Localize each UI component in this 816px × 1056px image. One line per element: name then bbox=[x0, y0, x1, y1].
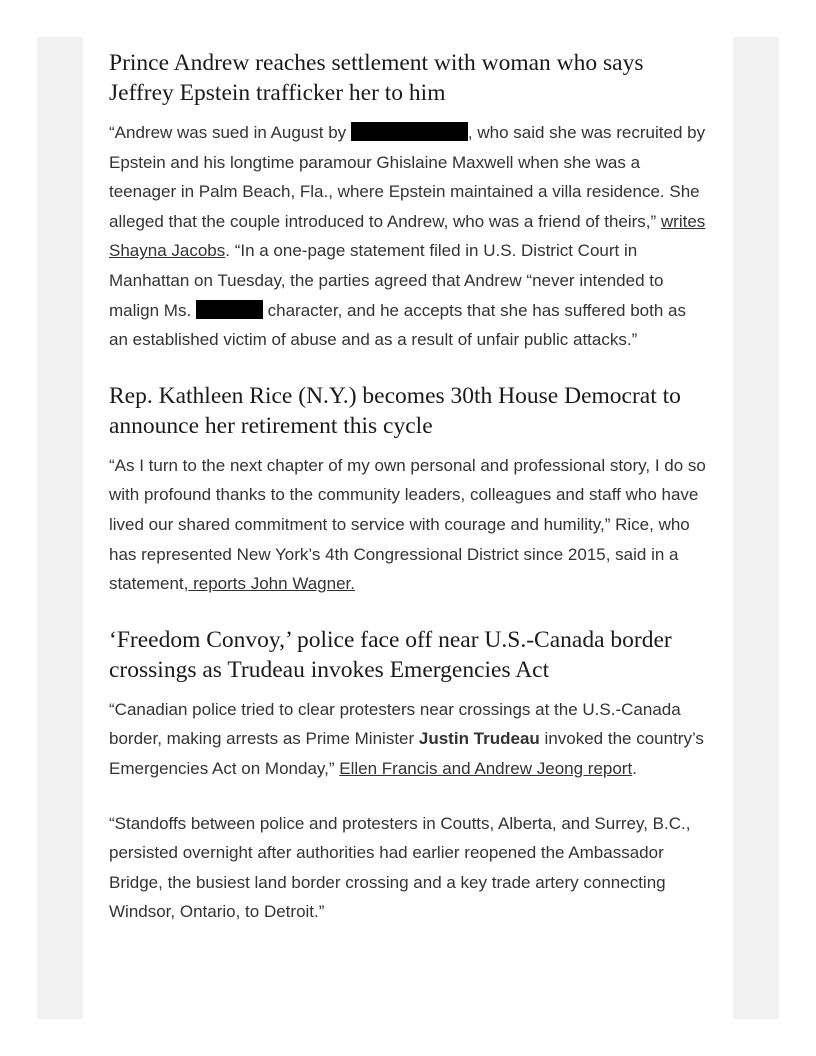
story-prince-andrew bbox=[109, 48, 709, 355]
paragraph-text: . “In a one-page statement filed in U.S. District Court in Manhattan on Tuesday, the parties agreed that Andrew “never intended to malign Ms. bbox=[109, 241, 664, 320]
story-paragraph bbox=[109, 118, 709, 355]
redacted-name-block bbox=[196, 300, 263, 319]
story-freedom-convoy bbox=[109, 625, 709, 927]
story-paragraph bbox=[109, 695, 709, 784]
paragraph-text: character, and he accepts that she has suffered both as an established victim of abuse and as a result of unfair public attacks.” bbox=[109, 300, 686, 350]
left-margin-gutter bbox=[37, 37, 83, 1019]
redacted-name-block bbox=[351, 122, 468, 141]
paragraph-text: “As I turn to the next chapter of my own personal and professional story, I do so with profound thanks to the community leaders, colleagues and staff who have lived our shared commitment to service with courage and humility,” Rice, who has represented New York’s 4th Congressional District since 2015, said in a statement, bbox=[109, 455, 706, 594]
paragraph-text: , who said she was recruited by Epstein and his longtime paramour Ghislaine Maxwell when she was a teenager in Palm Beach, Fla., where Epstein maintained a villa residence. She alleged that the couple introduced to Andrew, who was a friend of theirs,” bbox=[109, 123, 706, 231]
paragraph-text: . bbox=[632, 758, 637, 778]
story-paragraph bbox=[109, 451, 709, 599]
author-link[interactable]: writes Shayna Jacobs bbox=[109, 211, 706, 261]
author-link[interactable]: reports John Wagner. bbox=[188, 574, 355, 594]
story-headline: ‘Freedom Convoy,’ police face off near U.S.-Canada border crossings as Trudeau invokes Emergencies Act bbox=[109, 626, 672, 683]
story-paragraph: “Standoffs between police and protesters in Coutts, Alberta, and Surrey, B.C., persisted overnight after authorities had earlier reopened the Ambassador Bridge, the busiest land border crossing and a key trade artery connecting Windsor, Ontario, to Detroit.” bbox=[109, 813, 691, 922]
paragraph-text: “Canadian police tried to clear protesters near crossings at the U.S.-Canada border, making arrests as Prime Minister bbox=[109, 699, 681, 749]
paragraph-text: “Andrew was sued in August by bbox=[109, 123, 351, 142]
bold-name: Justin Trudeau bbox=[418, 729, 540, 749]
paragraph-text: invoked the country’s Emergencies Act on Monday,” bbox=[109, 729, 704, 778]
newsletter-content bbox=[109, 48, 709, 949]
author-link[interactable]: Ellen Francis and Andrew Jeong report bbox=[339, 758, 633, 778]
right-margin-gutter bbox=[733, 37, 779, 1019]
story-kathleen-rice bbox=[109, 381, 709, 599]
story-headline: Rep. Kathleen Rice (N.Y.) becomes 30th House Democrat to announce her retirement this cycle bbox=[109, 382, 681, 439]
story-headline: Prince Andrew reaches settlement with woman who says Jeffrey Epstein trafficker her to him bbox=[109, 50, 644, 106]
